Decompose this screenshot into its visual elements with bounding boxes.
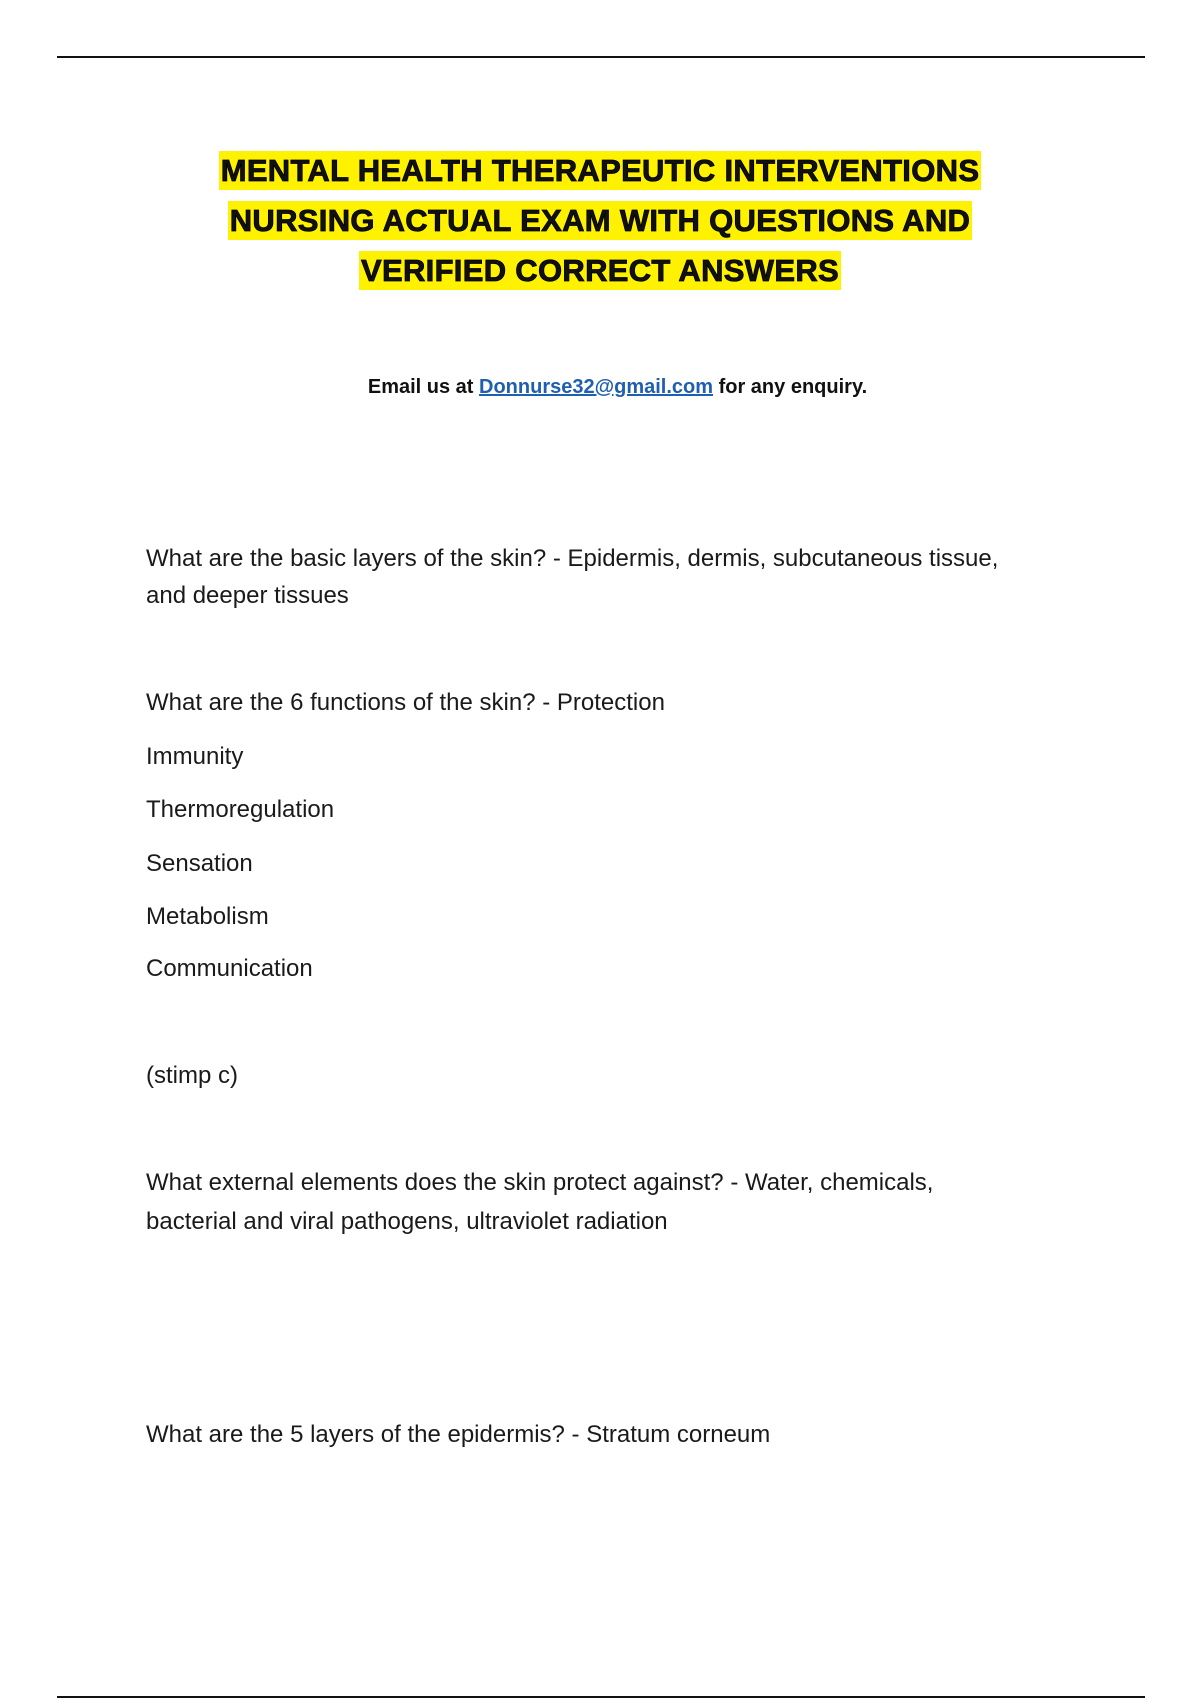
title-line: MENTAL HEALTH THERAPEUTIC INTERVENTIONS bbox=[220, 153, 980, 188]
question-text: What are the basic layers of the skin? - Epidermis, dermis, subcutaneous tissue, bbox=[146, 545, 999, 572]
email-suffix: for any enquiry. bbox=[713, 376, 868, 398]
question-text: What external elements does the skin protect against? - Water, chemicals, bbox=[146, 1169, 934, 1196]
title-line: VERIFIED CORRECT ANSWERS bbox=[361, 253, 839, 288]
bottom-rule bbox=[57, 1696, 1145, 1698]
mnemonic-text: (stimp c) bbox=[146, 1062, 238, 1089]
top-rule bbox=[57, 56, 1145, 58]
answer-text: bacterial and viral pathogens, ultraviolet radiation bbox=[146, 1208, 668, 1235]
list-item: Immunity bbox=[146, 743, 244, 770]
list-item: Communication bbox=[146, 955, 313, 982]
answer-text: and deeper tissues bbox=[146, 582, 349, 609]
email-link[interactable]: Donnurse32@gmail.com bbox=[479, 376, 714, 398]
list-item: Metabolism bbox=[146, 903, 269, 930]
email-prefix: Email us at bbox=[367, 376, 480, 398]
email-notice bbox=[0, 376, 1200, 399]
question-text: What are the 5 layers of the epidermis? - Stratum corneum bbox=[146, 1421, 771, 1448]
question-text: What are the 6 functions of the skin? - Protection bbox=[146, 689, 665, 716]
document-title bbox=[0, 146, 1200, 296]
list-item: Sensation bbox=[146, 850, 253, 877]
title-line: NURSING ACTUAL EXAM WITH QUESTIONS AND bbox=[229, 203, 971, 238]
list-item: Thermoregulation bbox=[146, 796, 335, 823]
